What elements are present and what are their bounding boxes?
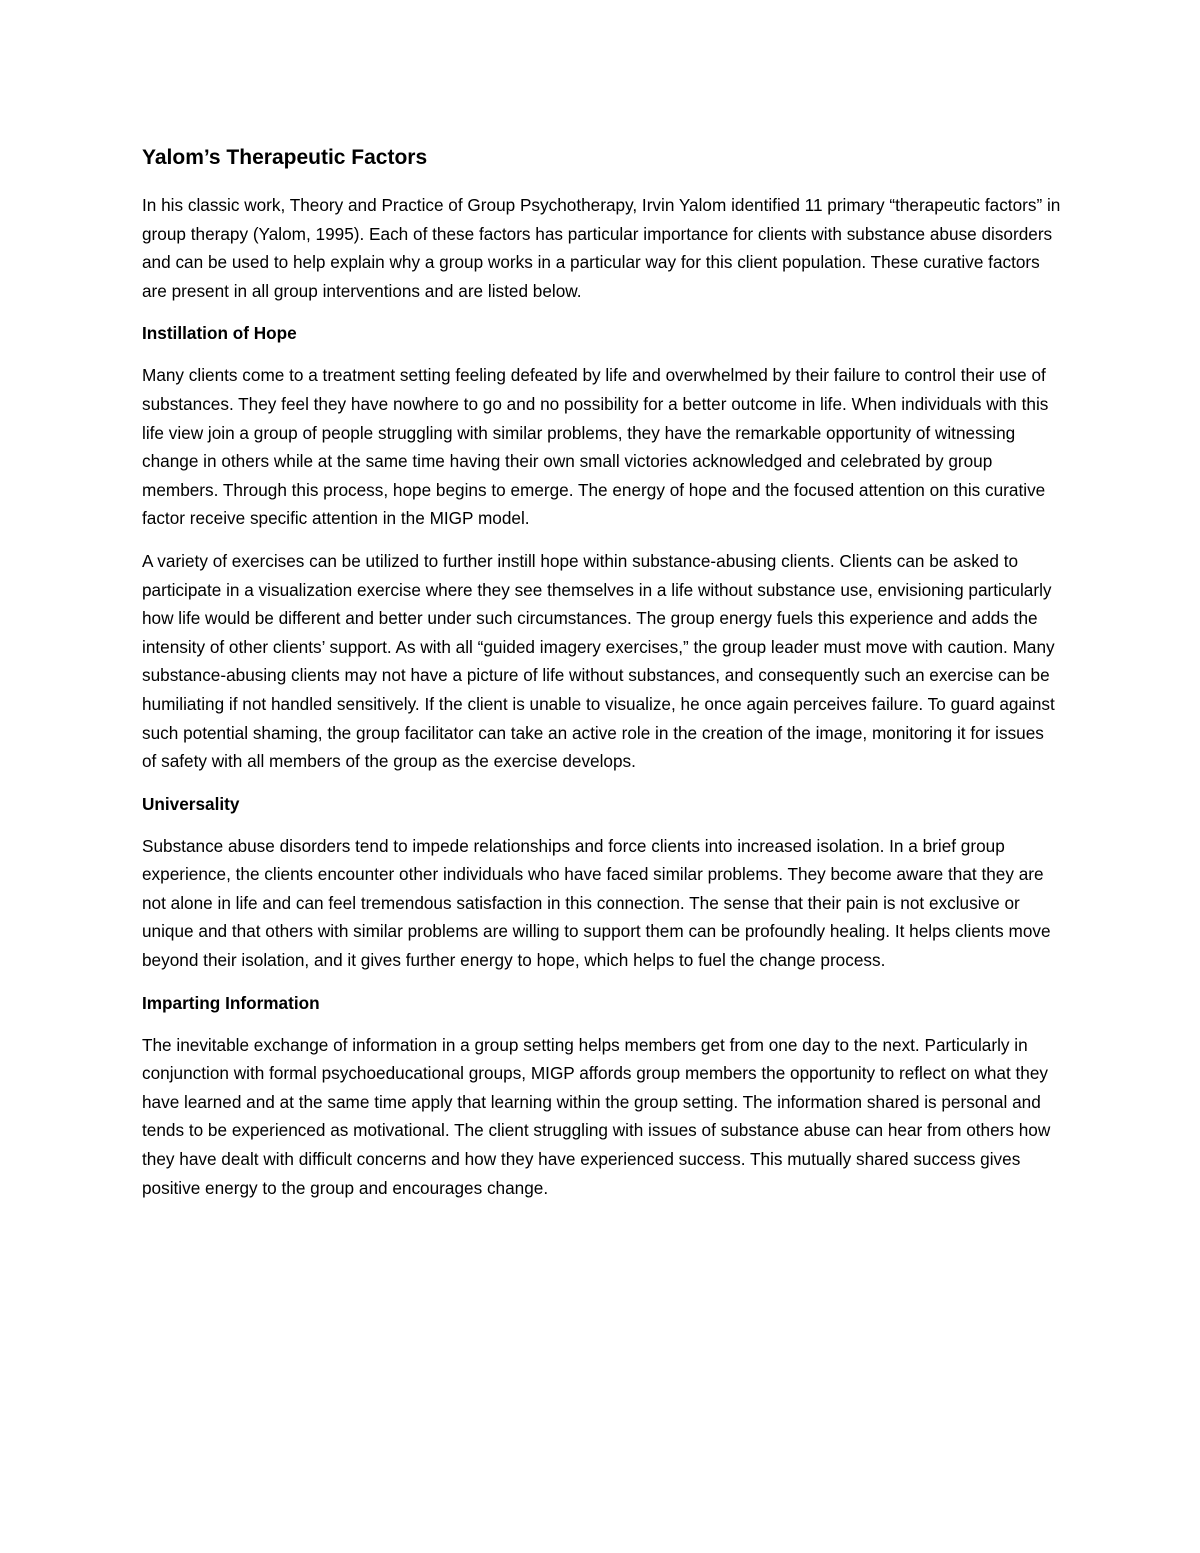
section-heading-instillation-of-hope: Instillation of Hope [142,323,297,344]
section-paragraph: Substance abuse disorders tend to impede relationships and force clients into increased isolation. In a brief group experience, the clients encounter other individuals who have faced similar problems. They become aware that they are not alone in life and can feel tremendous satisfaction in this connection. The sense that their pain is not exclusive or unique and that others with similar problems are willing to support them can be profoundly healing. It helps clients move beyond their isolation, and it gives further energy to hope, which helps to fuel the change process. [142,835,1051,971]
section-paragraph: A variety of exercises can be utilized to further instill hope within substance-abusing clients. Clients can be asked to participate in a visualization exercise where they see themselves in a life without substance use, envisioning particularly how life would be different and better under such circumstances. The group energy fuels this experience and adds the intensity of other clients’ support. As with all “guided imagery exercises,” the group leader must move with caution. Many substance-abusing clients may not have a picture of life without substances, and consequently such an exercise can be humiliating if not handled sensitively. If the client is unable to visualize, he once again perceives failure. To guard against such potential shaming, the group facilitator can take an active role in the creation of the image, monitoring it for issues of safety with all members of the group as the exercise develops. [142,550,1055,772]
section-paragraph: Many clients come to a treatment setting feeling defeated by life and overwhelmed by their failure to control their use of substances. They feel they have nowhere to go and no possibility for a better outcome in life. When individuals with this life view join a group of people struggling with similar problems, they have the remarkable opportunity of witnessing change in others while at the same time having their own small victories acknowledged and celebrated by group members. Through this process, hope begins to emerge. The energy of hope and the focused attention on this curative factor receive specific attention in the MIGP model. [142,365,1049,529]
section-paragraph: The inevitable exchange of information in a group setting helps members get from one day to the next. Particularly in conjunction with formal psychoeducational groups, MIGP affords group members the opportunity to reflect on what they have learned and at the same time apply that learning within the group setting. The information shared is personal and tends to be experienced as motivational. The client struggling with issues of substance abuse can hear from others how they have dealt with difficult concerns and how they have experienced success. This mutually shared success gives positive energy to the group and encourages change. [142,1034,1051,1198]
document-title: Yalom’s Therapeutic Factors [142,146,428,169]
section-heading-imparting-information: Imparting Information [142,992,320,1013]
section-heading-universality: Universality [142,793,240,814]
document-page [142,143,1062,1216]
intro-paragraph: In his classic work, Theory and Practice of Group Psychotherapy, Irvin Yalom identified 11 primary “therapeutic factors” in group therapy (Yalom, 1995). Each of these factors has particular importance for clients with substance abuse disorders and can be used to help explain why a group works in a particular way for this client population. These curative factors are present in all group interventions and are listed below. [142,195,1061,301]
